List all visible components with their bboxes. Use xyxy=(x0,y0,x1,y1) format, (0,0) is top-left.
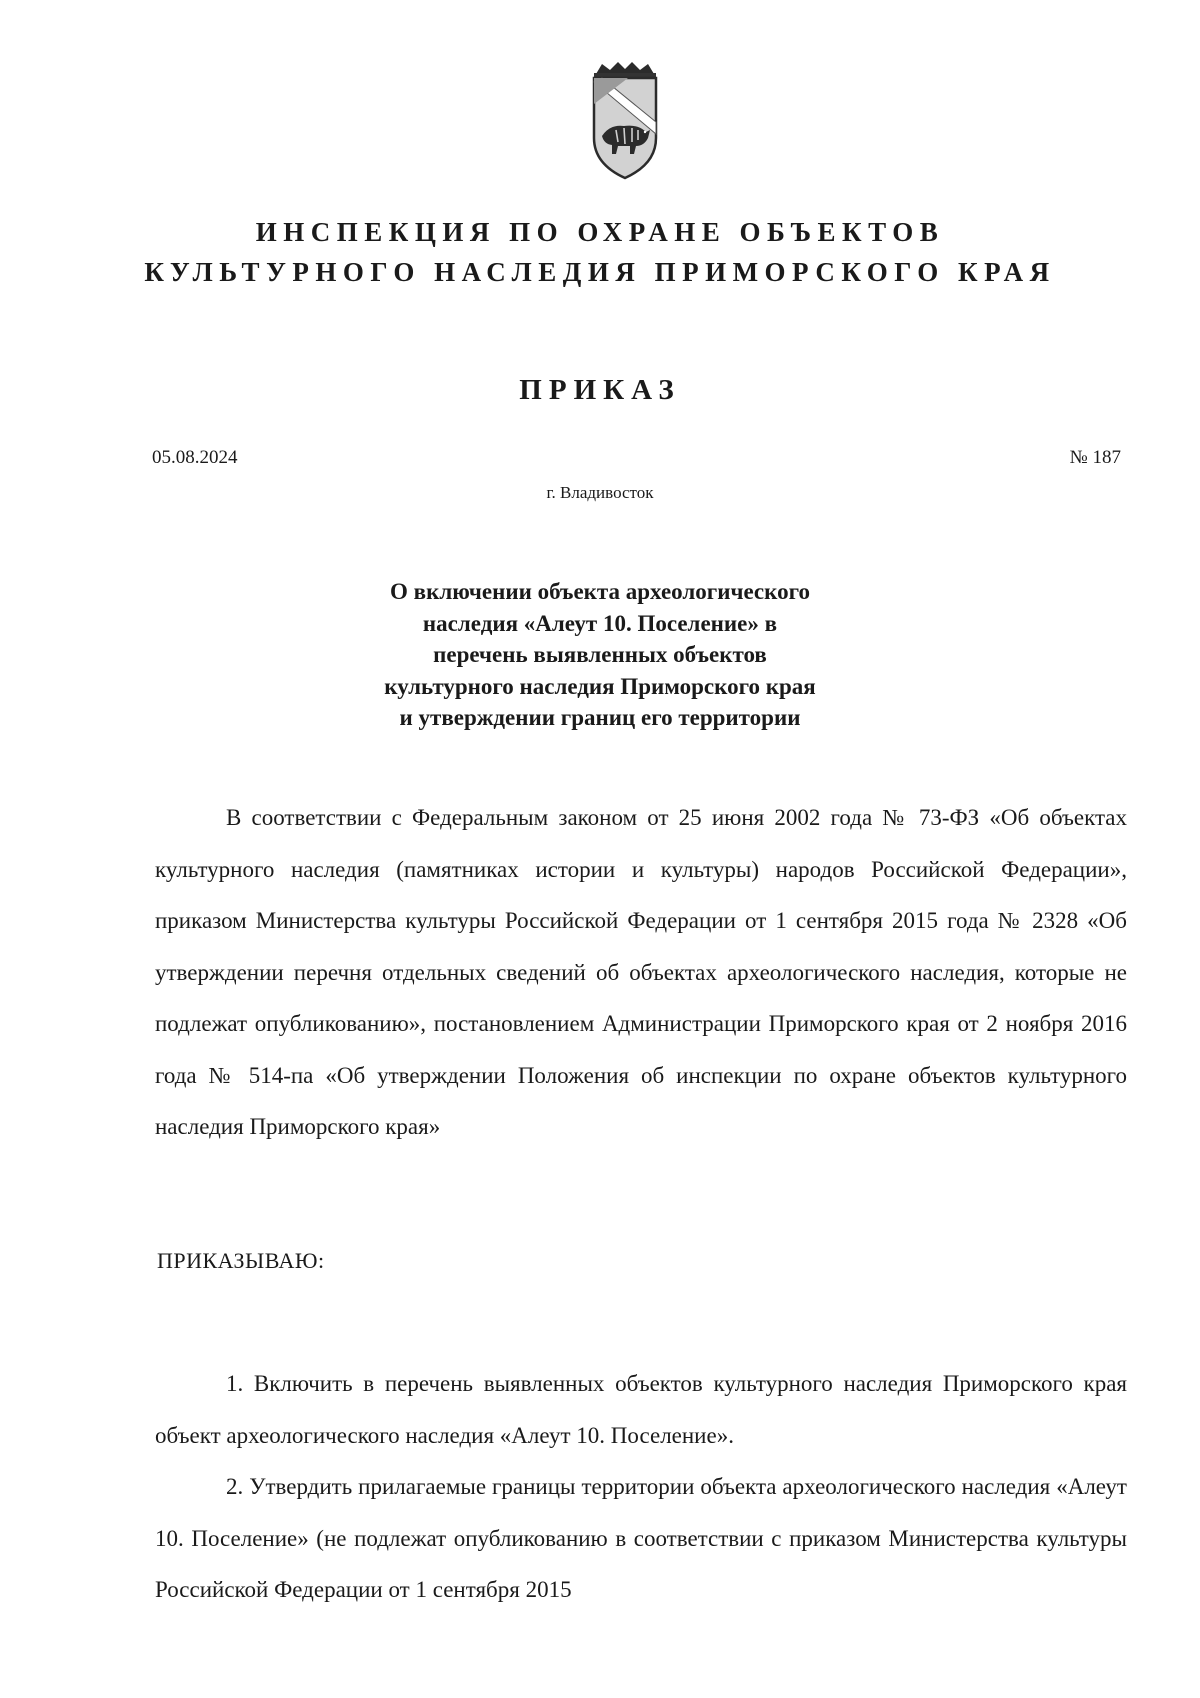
order-item-1: 1. Включить в перечень выявленных объектов культурного наследия Приморского края объект археологического наследия «Алеут 10. Поселение». xyxy=(155,1371,1127,1448)
order-word: ПРИКАЗЫВАЮ: xyxy=(157,1248,325,1273)
primorsky-coat-of-arms-icon xyxy=(588,60,662,184)
document-title-line: перечень выявленных объектов xyxy=(433,642,767,667)
preamble-section xyxy=(155,792,1127,1153)
document-city: г. Владивосток xyxy=(546,483,654,502)
organization-name xyxy=(100,212,1100,292)
document-date: 05.08.2024 xyxy=(152,447,238,468)
document-title-line: культурного наследия Приморского края xyxy=(384,673,816,699)
document-title-line: и утверждении границ его территории xyxy=(399,705,801,730)
document-number: № 187 xyxy=(1069,447,1121,468)
document-title-line: О включении объекта археологического xyxy=(390,579,810,604)
organization-name-line-1: ИНСПЕКЦИЯ ПО ОХРАНЕ ОБЪЕКТОВ xyxy=(255,217,945,247)
document-type: ПРИКАЗ xyxy=(519,374,681,406)
document-title xyxy=(250,576,950,734)
preamble-paragraph: В соответствии с Федеральным законом от 25 июня 2002 года № 73-ФЗ «Об объектах культурного наследия (памятниках истории и культуры) народов Российской Федерации», приказом Министерства культуры Российской Федерации от 1 сентября 2015 года № 2328 «Об утверждении перечня отдельных сведений об объектах археологического наследия, которые не подлежат опубликованию», постановлением Администрации Приморского края от 2 ноября 2016 года № 514-па «Об утверждении Положения об инспекции по охране объектов культурного наследия Приморского края» xyxy=(155,805,1127,1139)
organization-name-line-2: КУЛЬТУРНОГО НАСЛЕДИЯ ПРИМОРСКОГО КРАЯ xyxy=(144,257,1056,287)
order-items xyxy=(155,1358,1127,1616)
document-title-line: наследия «Алеут 10. Поселение» в xyxy=(422,610,778,636)
order-item-2: 2. Утвердить прилагаемые границы территории объекта археологического наследия «Алеут 10. Поселение» (не подлежат опубликованию в соответствии с приказом Министерства культуры Российской Федерации от 1 сентября 2015 xyxy=(155,1474,1127,1602)
